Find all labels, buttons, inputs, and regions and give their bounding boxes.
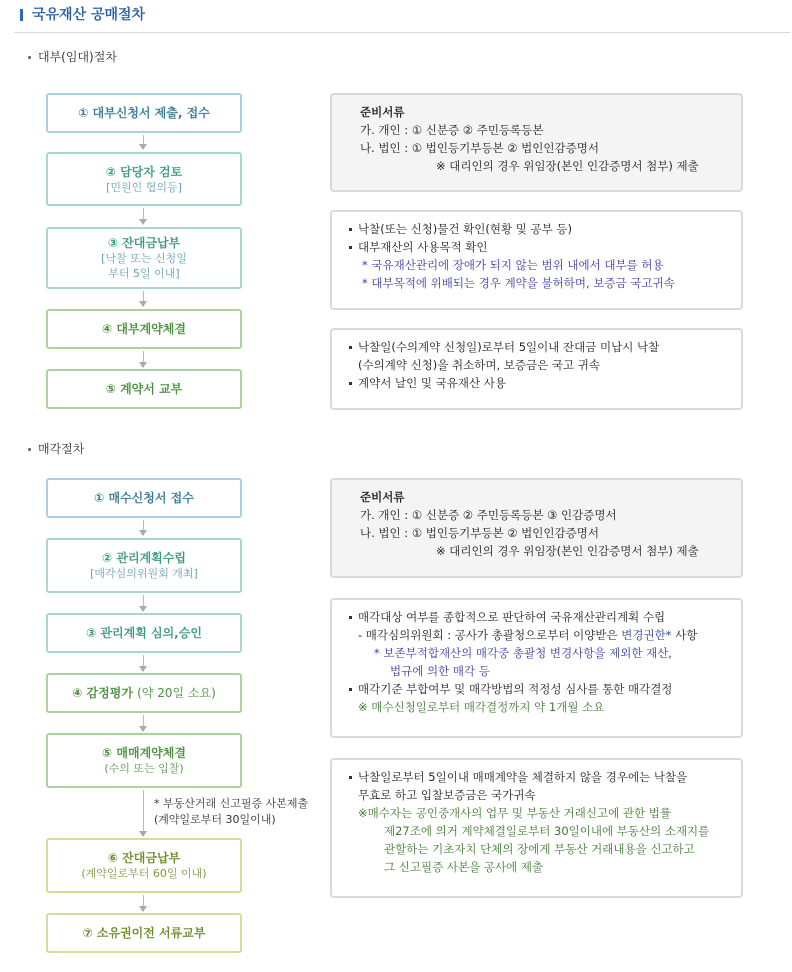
box-line: 나. 법인 : ① 법인등기부등본 ② 법인인감증명서 (360, 526, 599, 540)
box-note: ※매수자는 공인중개사의 업무 및 부동산 거래신고에 관한 법률 (358, 806, 671, 820)
bullet-icon (28, 56, 31, 59)
box-subline-text: - 매각심의위원회 : 공사가 총괄청으로부터 이양받은 (358, 628, 622, 642)
step-title: ① 대부신청서 제출, 접수 (78, 106, 210, 120)
box-line: (수의계약 신청)을 취소하며, 보증금은 국고 귀속 (358, 358, 600, 372)
page-title-bar (14, 4, 790, 33)
lease-step-5 (46, 369, 242, 409)
step-title: ① 매수신청서 접수 (94, 491, 194, 505)
step-subtitle: [낙찰 또는 신청일 부터 5일 이내] (101, 252, 187, 280)
side-note: * 부동산거래 신고필증 사본제출 (계약일로부터 30일이내) (154, 797, 309, 826)
step-title: ② 담당자 검토 (105, 164, 183, 179)
step-title: ⑦ 소유권이전 서류교부 (82, 926, 206, 940)
box-line: 나. 법인 : ① 법인등기부등본 ② 법인인감증명서 (360, 141, 599, 155)
down-arrow-icon (143, 715, 144, 731)
title-accent-bar (20, 9, 23, 21)
box-note: 법규에 의한 매각 등 (390, 664, 490, 678)
down-arrow-icon (143, 291, 144, 306)
down-arrow-icon (143, 208, 144, 224)
box-line: 가. 개인 : ① 신분증 ② 주민등록등본 ③ 인감증명서 (360, 508, 617, 522)
step-subtitle: (수의 또는 입찰) (104, 762, 184, 775)
box-line: 무효로 하고 입찰보증금은 국가귀속 (358, 788, 536, 802)
sale-section-title: 매각절차 (38, 442, 85, 456)
box-note: * 국유재산관리에 장애가 되지 않는 범위 내에서 대부를 허용 (362, 258, 664, 272)
box-note: 관할하는 기초자치 단체의 장에게 부동산 거래내용을 신고하고 (384, 842, 695, 856)
step-title: ② 관리계획수립 (102, 551, 186, 565)
box-note: * 대부목적에 위배되는 경우 계약을 불허하며, 보증금 국고귀속 (362, 276, 675, 290)
sale-step-6 (46, 838, 242, 893)
box-bullet: 매각기준 부합여부 및 매각방법의 적정성 심사를 통한 매각결정 (346, 680, 727, 698)
box-note: ※ 대리인의 경우 위임장(본인 인감증명서 첨부) 제출 (436, 544, 699, 558)
box-bullet: 계약서 날인 및 국유재산 사용 (346, 374, 727, 392)
step-subtitle: [민원인 협의등] (106, 180, 182, 194)
box-bullet: 낙찰일로부터 5일이내 매매계약을 체결하지 않을 경우에는 낙찰을 (346, 768, 727, 786)
box-bullet: 대부재산의 사용목적 확인 (346, 238, 727, 256)
box-line: 가. 개인 : ① 신분증 ② 주민등록등본 (360, 123, 544, 137)
sale-documents-box (330, 478, 743, 578)
box-subline-end: 사항 (671, 628, 698, 642)
sale-contract-box (330, 758, 743, 898)
lease-documents-box (330, 93, 743, 192)
step-title (72, 685, 216, 701)
box-highlight: 변경권한* (621, 628, 672, 642)
sale-step-4 (46, 673, 242, 713)
sale-step-1 (46, 478, 242, 518)
step-title: ④ 대부계약체결 (102, 322, 186, 336)
down-arrow-icon (143, 655, 144, 671)
box-bullet: 낙찰일(수의계약 신청일)로부터 5일이내 잔대금 미납시 낙찰 (346, 338, 727, 356)
sale-step-2 (46, 538, 242, 593)
lease-step-1 (46, 93, 242, 133)
down-arrow-icon (143, 520, 144, 535)
down-arrow-icon (143, 135, 144, 149)
step-title: ⑤ 매매계약체결 (102, 746, 186, 760)
sale-step-7 (46, 913, 242, 953)
step-title: ③ 잔대금납부 (107, 236, 181, 250)
step-title: ⑥ 잔대금납부 (107, 851, 181, 865)
box-bullet: 낙찰(또는 신청)물건 확인(현황 및 공부 등) (346, 220, 727, 238)
box-note: ※ 대리인의 경우 위임장(본인 인감증명서 첨부) 제출 (436, 159, 699, 173)
lease-step-4 (46, 309, 242, 349)
box-note: 제27조에 의거 계약체결일로부터 30일이내에 부동산의 소재지를 (384, 824, 710, 838)
down-arrow-icon (143, 790, 144, 836)
down-arrow-icon (143, 351, 144, 367)
step-title: ③ 관리계획 심의,승인 (86, 626, 202, 640)
step-title: ⑤ 계약서 교부 (105, 382, 183, 396)
lease-step-2 (46, 152, 242, 206)
box-bullet: 매각대상 여부를 종합적으로 판단하여 국유재산관리계획 수립 (346, 608, 727, 626)
sale-step-5 (46, 733, 242, 788)
box-heading: 준비서류 (360, 490, 405, 504)
lease-section-title: 대부(임대)절차 (38, 50, 117, 64)
bullet-icon (28, 448, 31, 451)
box-note: * 보존부적합재산의 매각중 총괄청 변경사항을 제외한 재산, (374, 646, 672, 660)
down-arrow-icon (143, 895, 144, 911)
box-note: 그 신고필증 사본을 공사에 제출 (384, 860, 544, 874)
lease-step-3 (46, 227, 242, 289)
step-title-extra: (약 20일 소요) (137, 686, 216, 700)
step-subtitle: (계약일로부터 60일 이내) (81, 867, 207, 880)
sale-step-3 (46, 613, 242, 653)
sale-section-label (28, 440, 84, 457)
sale-review-box (330, 598, 743, 738)
box-heading: 준비서류 (360, 105, 405, 119)
page-title: 국유재산 공매절차 (32, 7, 146, 23)
down-arrow-icon (143, 595, 144, 611)
lease-section-label (28, 48, 117, 65)
lease-payment-box (330, 328, 743, 410)
box-subline (346, 626, 727, 644)
step-title-text: ④ 감정평가 (72, 686, 133, 700)
lease-review-box (330, 210, 743, 310)
box-note: ※ 매수신청일로부터 매각결정까지 약 1개월 소요 (358, 700, 605, 714)
step-subtitle: [매각심의위원회 개최] (90, 567, 198, 580)
